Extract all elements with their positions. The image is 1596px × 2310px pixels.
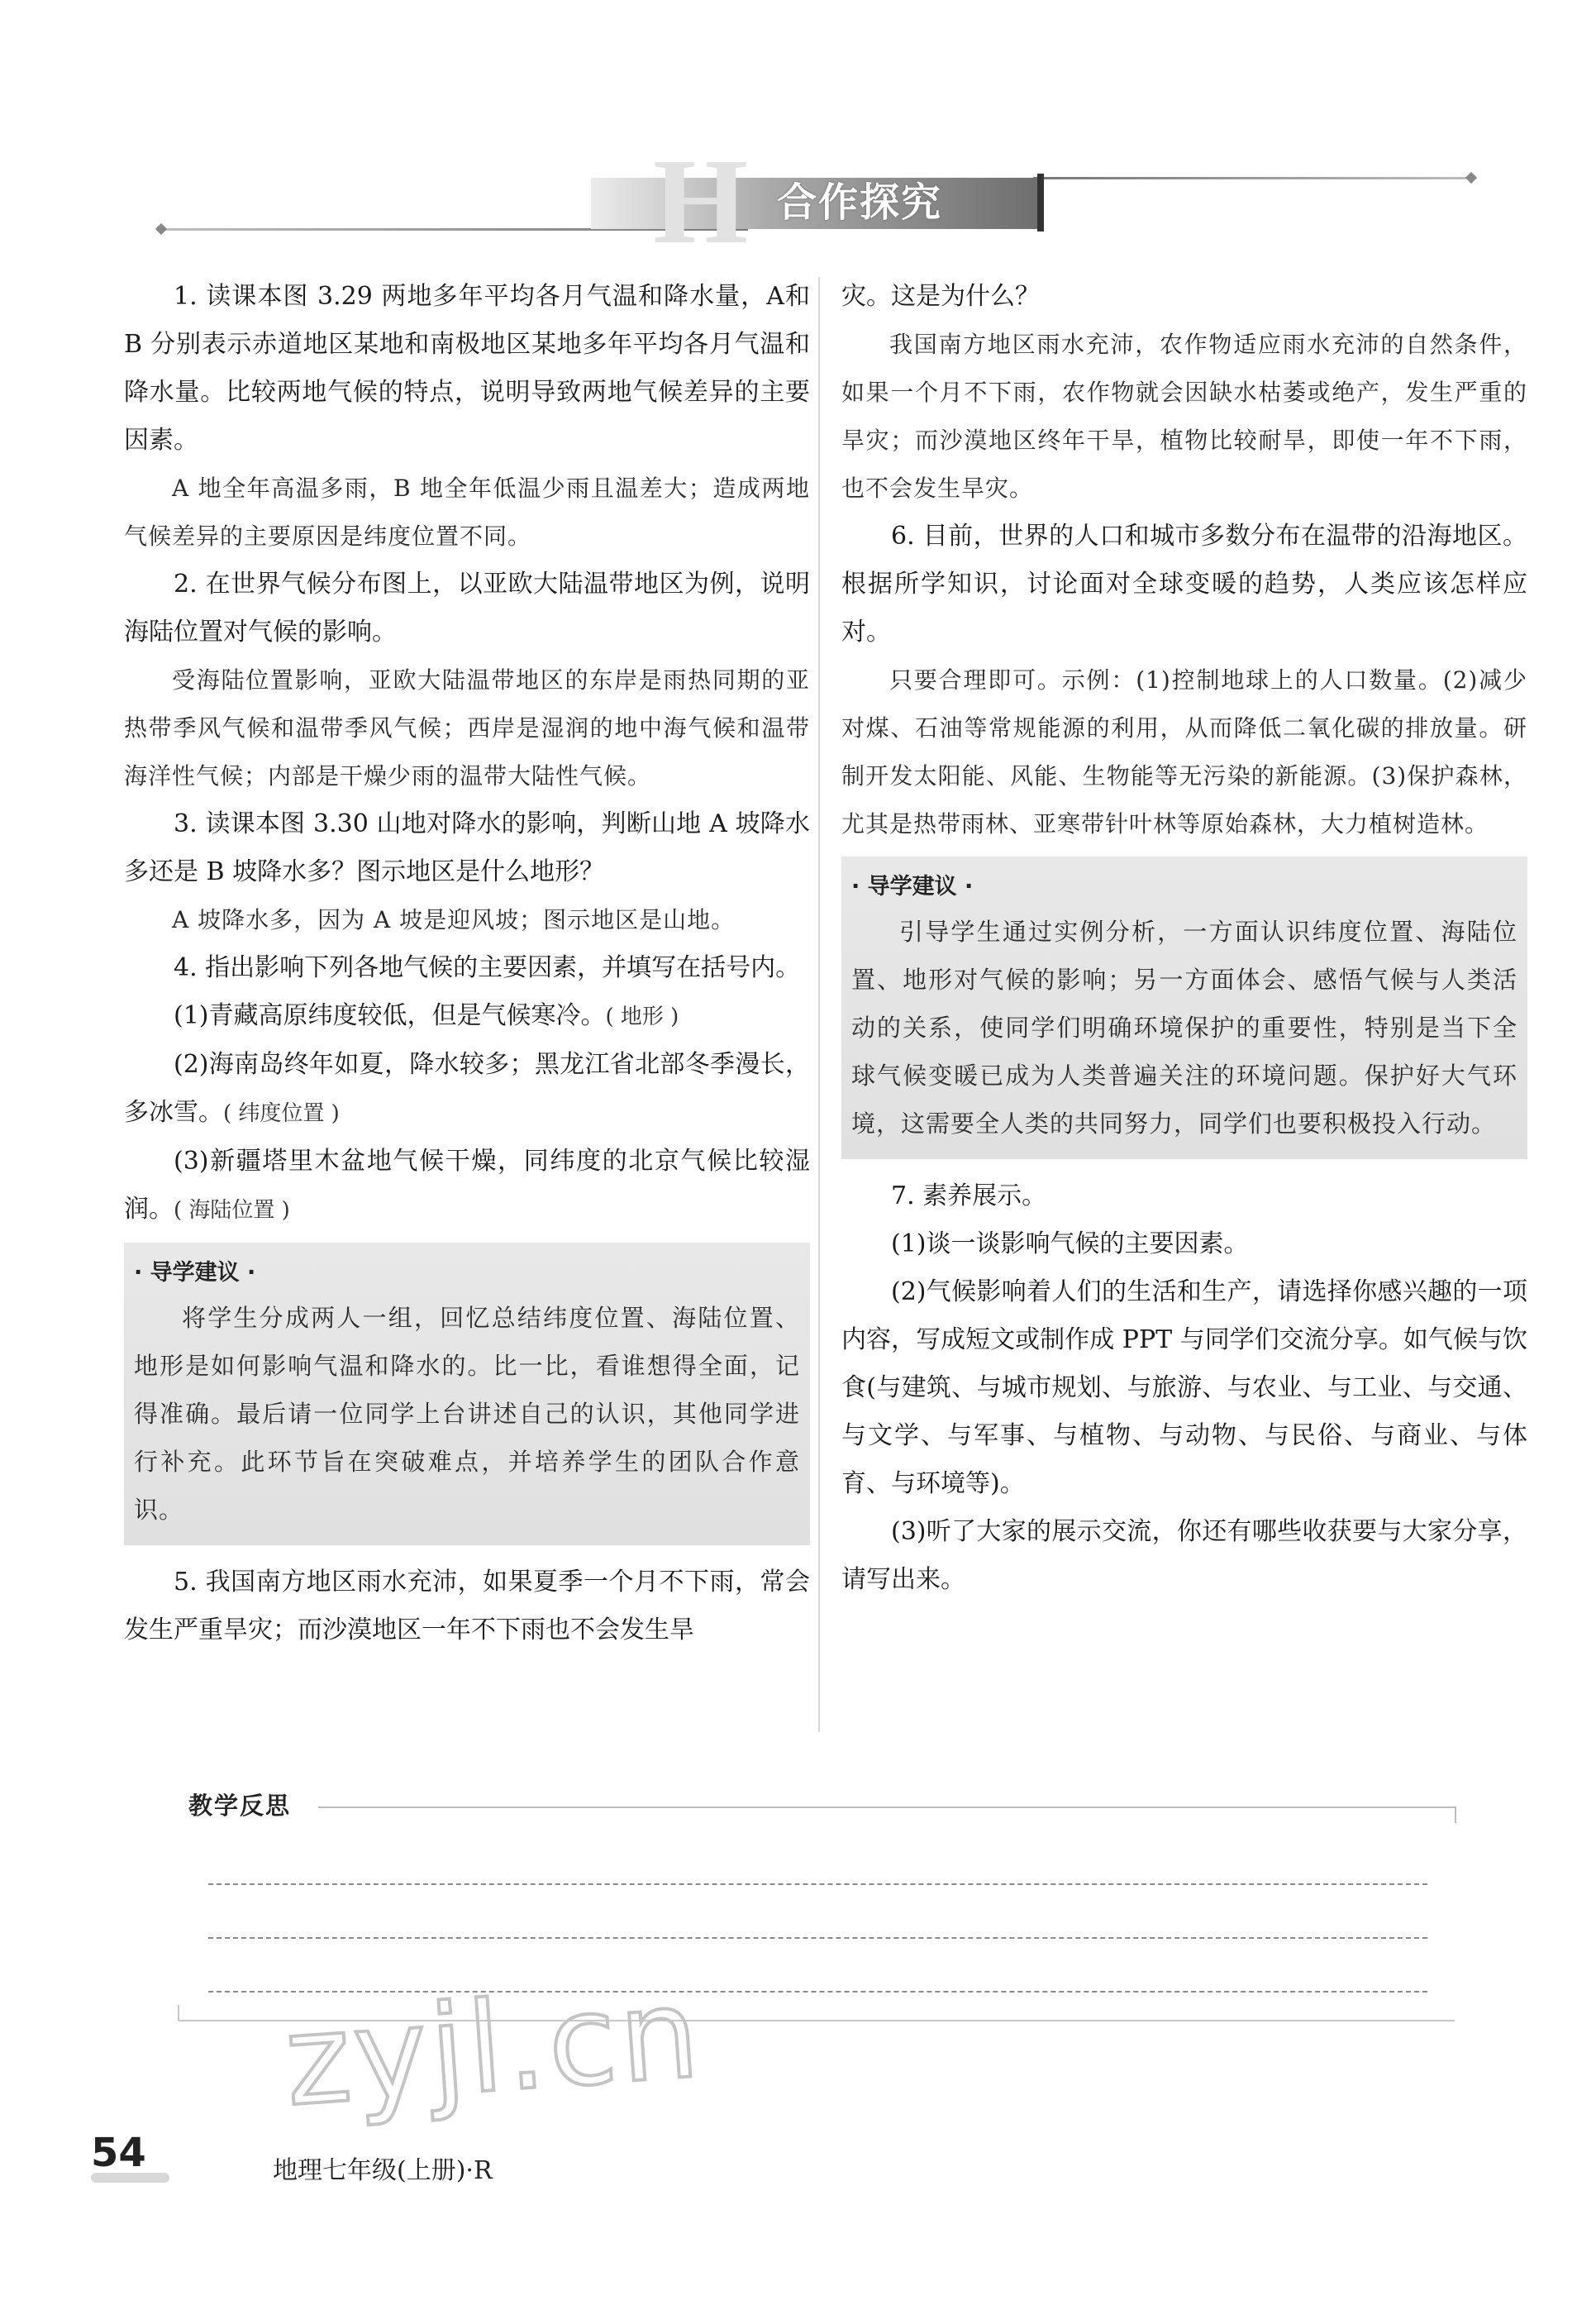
question-2: 2. 在世界气候分布图上，以亚欧大陆温带地区为例，说明海陆位置对气候的影响。	[124, 570, 810, 647]
reflection-bottom-tick	[178, 2005, 179, 2021]
answer-5: 我国南方地区雨水充沛，农作物适应雨水充沛的自然条件，如果一个月不下雨，农作物就会因缺水枯萎或绝产，发生严重的旱灾；而沙漠地区终年干旱，植物比较耐旱，即使一年不下雨，也不会发生旱灾。	[841, 331, 1527, 502]
guide-text-right: 引导学生通过实例分析，一方面认识纬度位置、海陆位置、地形对气候的影响；另一方面体会、感悟气候与人类活动的关系，使同学们明确环境保护的重要性，特别是当下全球气候变暖已成为人类普遍关注的环境问题。保护好大气环境，这需要全人类的共同努力，同学们也要积极投入行动。	[851, 918, 1517, 1138]
question-5: 5. 我国南方地区雨水充沛，如果夏季一个月不下雨，常会发生严重旱灾；而沙漠地区一年不下雨也不会发生旱	[124, 1568, 810, 1644]
question-4-item-2-text: (2)海南岛终年如夏，降水较多；黑龙江省北部冬季漫长，多冰雪。	[124, 1050, 810, 1127]
guide-box-left	[124, 1243, 810, 1545]
left-column	[124, 273, 810, 1654]
question-5-continued: 灾。这是为什么？	[841, 282, 1040, 311]
question-7-item-3: (3)听了大家的展示交流，你还有哪些收获要与大家分享，请写出来。	[841, 1517, 1527, 1594]
header-rule-dot-left	[155, 223, 167, 235]
question-6: 6. 目前，世界的人口和城市多数分布在温带的沿海地区。根据所学知识，讨论面对全球变暖的趋势，人类应该怎样应对。	[841, 522, 1527, 647]
answer-3: A 坡降水多，因为 A 坡是迎风坡；图示地区是山地。	[172, 906, 736, 933]
answer-2: 受海陆位置影响，亚欧大陆温带地区的东岸是雨热同期的亚热带季风气候和温带季风气候；西岸是湿润的地中海气候和温带海洋性气候；内部是干燥少雨的温带大陆性气候。	[124, 666, 810, 790]
section-header-end-bar	[1037, 174, 1044, 231]
section-title: 合作探究	[777, 179, 943, 226]
guide-text-left: 将学生分成两人一组，回忆总结纬度位置、海陆位置、地形是如何影响气温和降水的。比一比，看谁想得全面，记得准确。最后请一位同学上台讲述自己的认识，其他同学进行补充。此环节旨在突破难点，并培养学生的团队合作意识。	[134, 1304, 800, 1524]
reflection-title: 教学反思	[188, 1792, 292, 1820]
answer-1: A 地全年高温多雨，B 地全年低温少雨且温差大；造成两地气候差异的主要原因是纬度位置不同。	[124, 475, 810, 550]
guide-title-right: · 导学建议 ·	[851, 874, 974, 900]
question-7: 7. 素养展示。	[891, 1181, 1047, 1210]
reflection-writing-line-1[interactable]	[208, 1883, 1427, 1885]
page-number: 54	[91, 2130, 146, 2176]
header-rule-right	[1033, 177, 1471, 179]
column-divider	[818, 277, 820, 1732]
book-info: 地理七年级(上册)·R	[273, 2156, 493, 2185]
reflection-writing-line-2[interactable]	[208, 1937, 1427, 1939]
question-4-item-1	[124, 992, 810, 1041]
guide-title-left: · 导学建议 ·	[134, 1260, 256, 1286]
reflection-rule-tick	[1455, 1806, 1456, 1823]
right-column	[841, 273, 1527, 1604]
header-rule-dot-right	[1465, 172, 1477, 184]
question-4-item-3	[124, 1138, 810, 1234]
section-letter: H	[653, 134, 749, 270]
question-4-item-1-answer: ( 地形 )	[605, 1005, 679, 1029]
question-4-item-2	[124, 1041, 810, 1138]
question-7-item-2: (2)气候影响着人们的生活和生产，请选择你感兴趣的一项内容，写成短文或制作成 PPT 与同学们交流分享。如气候与饮食(与建筑、与城市规划、与旅游、与农业、与工业、与交通、与文学、与军事、与植物、与动物、与民俗、与商业、与体育、与环境等)。	[841, 1277, 1527, 1498]
watermark: zyjl.cn	[280, 1961, 707, 2135]
question-7-item-1: (1)谈一谈影响气候的主要因素。	[891, 1229, 1249, 1258]
reflection-top-rule	[318, 1806, 1455, 1808]
question-4: 4. 指出影响下列各地气候的主要因素，并填写在括号内。	[174, 953, 801, 982]
question-4-item-3-text: (3)新疆塔里木盆地气候干燥，同纬度的北京气候比较湿润。	[124, 1147, 810, 1224]
question-3: 3. 读课本图 3.30 山地对降水的影响，判断山地 A 坡降水多还是 B 坡降水多？图示地区是什么地形？	[124, 809, 810, 886]
question-4-item-3-answer: ( 海陆位置 )	[174, 1198, 290, 1223]
question-1: 1. 读课本图 3.29 两地多年平均各月气温和降水量，A和 B 分别表示赤道地区某地和南极地区某地多年平均各月气温和降水量。比较两地气候的特点，说明导致两地气候差异的主要因素。	[124, 282, 810, 455]
answer-6: 只要合理即可。示例：(1)控制地球上的人口数量。(2)减少对煤、石油等常规能源的利用，从而降低二氧化碳的排放量。研制开发太阳能、风能、生物能等无污染的新能源。(3)保护森林，尤其是热带雨林、亚寒带针叶林等原始森林，大力植树造林。	[841, 666, 1527, 838]
question-4-item-2-answer: ( 纬度位置 )	[223, 1101, 340, 1126]
guide-box-right	[841, 857, 1527, 1159]
question-4-item-1-text: (1)青藏高原纬度较低，但是气候寒冷。	[174, 1001, 606, 1030]
